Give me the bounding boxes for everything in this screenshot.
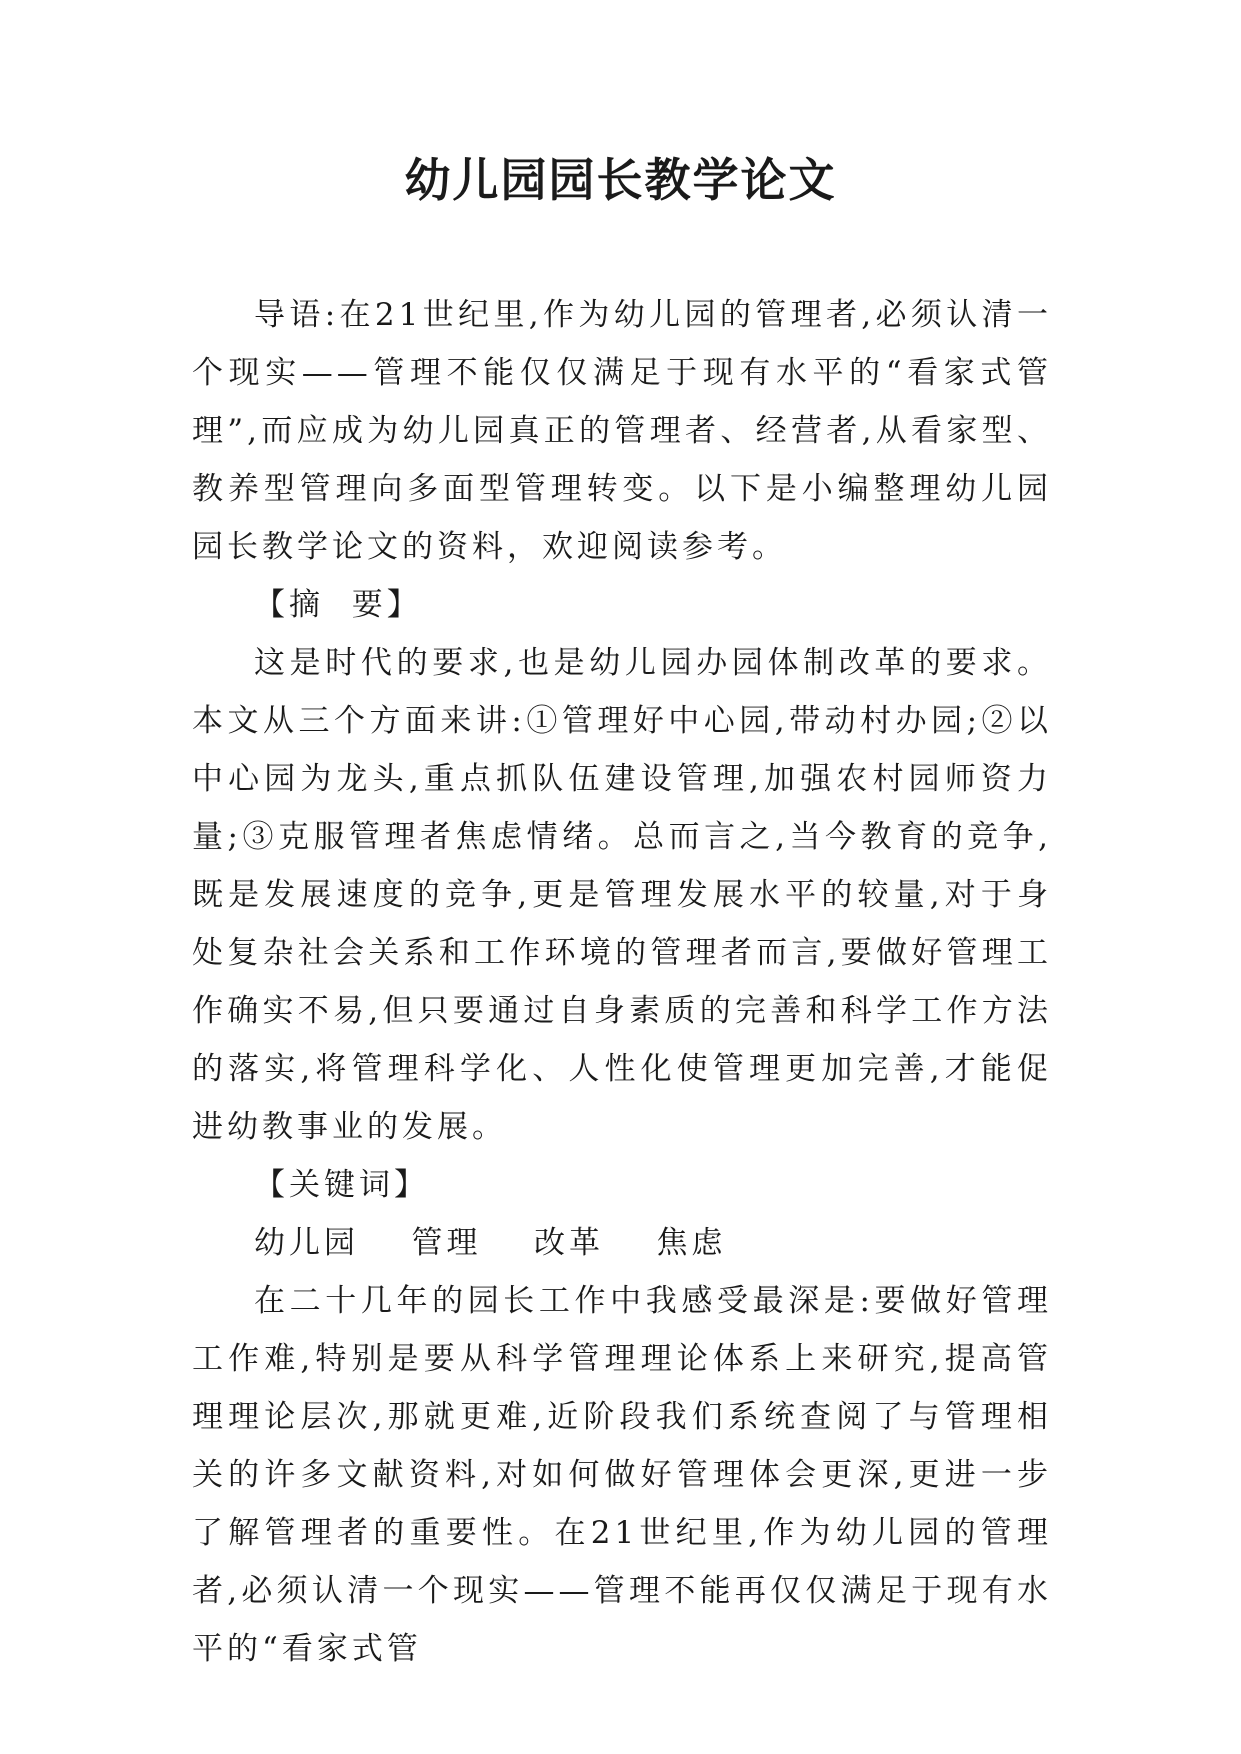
abstract-paragraph: 这是时代的要求,也是幼儿园办园体制改革的要求。本文从三个方面来讲:①管理好中心园,带动村办园;②以中心园为龙头,重点抓队伍建设管理,加强农村园师资力量;③克服管理者焦虑情绪。总而言之,当今教育的竞争,既是发展速度的竞争,更是管理发展水平的较量,对于身处复杂社会关系和工作环境的管理者而言,要做好管理工作确实不易,但只要通过自身素质的完善和科学工作方法的落实,将管理科学化、人性化使管理更加完善,才能促进幼教事业的发展。 xyxy=(192,645,1052,1145)
intro-paragraph: 导语:在21世纪里,作为幼儿园的管理者,必须认清一个现实——管理不能仅仅满足于现有水平的“看家式管理”,而应成为幼儿园真正的管理者、经营者,从看家型、教养型管理向多面型管理转变。以下是小编整理幼儿园园长教学论文的资料，欢迎阅读参考。 xyxy=(192,297,1052,565)
keywords-line: 幼儿园 管理 改革 焦虑 xyxy=(254,1225,727,1261)
abstract-heading: 【摘 要】 xyxy=(254,587,422,623)
document-title: 幼儿园园长教学论文 xyxy=(404,153,837,207)
keywords-heading: 【关键词】 xyxy=(254,1167,429,1203)
body-paragraph: 在二十几年的园长工作中我感受最深是:要做好管理工作难,特别是要从科学管理理论体系上来研究,提高管理理论层次,那就更难,近阶段我们系统查阅了与管理相关的许多文献资料,对如何做好管理体会更深,更进一步了解管理者的重要性。在21世纪里,作为幼儿园的管理者,必须认清一个现实——管理不能再仅仅满足于现有水平的“看家式管 xyxy=(192,1283,1052,1667)
document-body xyxy=(192,286,1052,1678)
